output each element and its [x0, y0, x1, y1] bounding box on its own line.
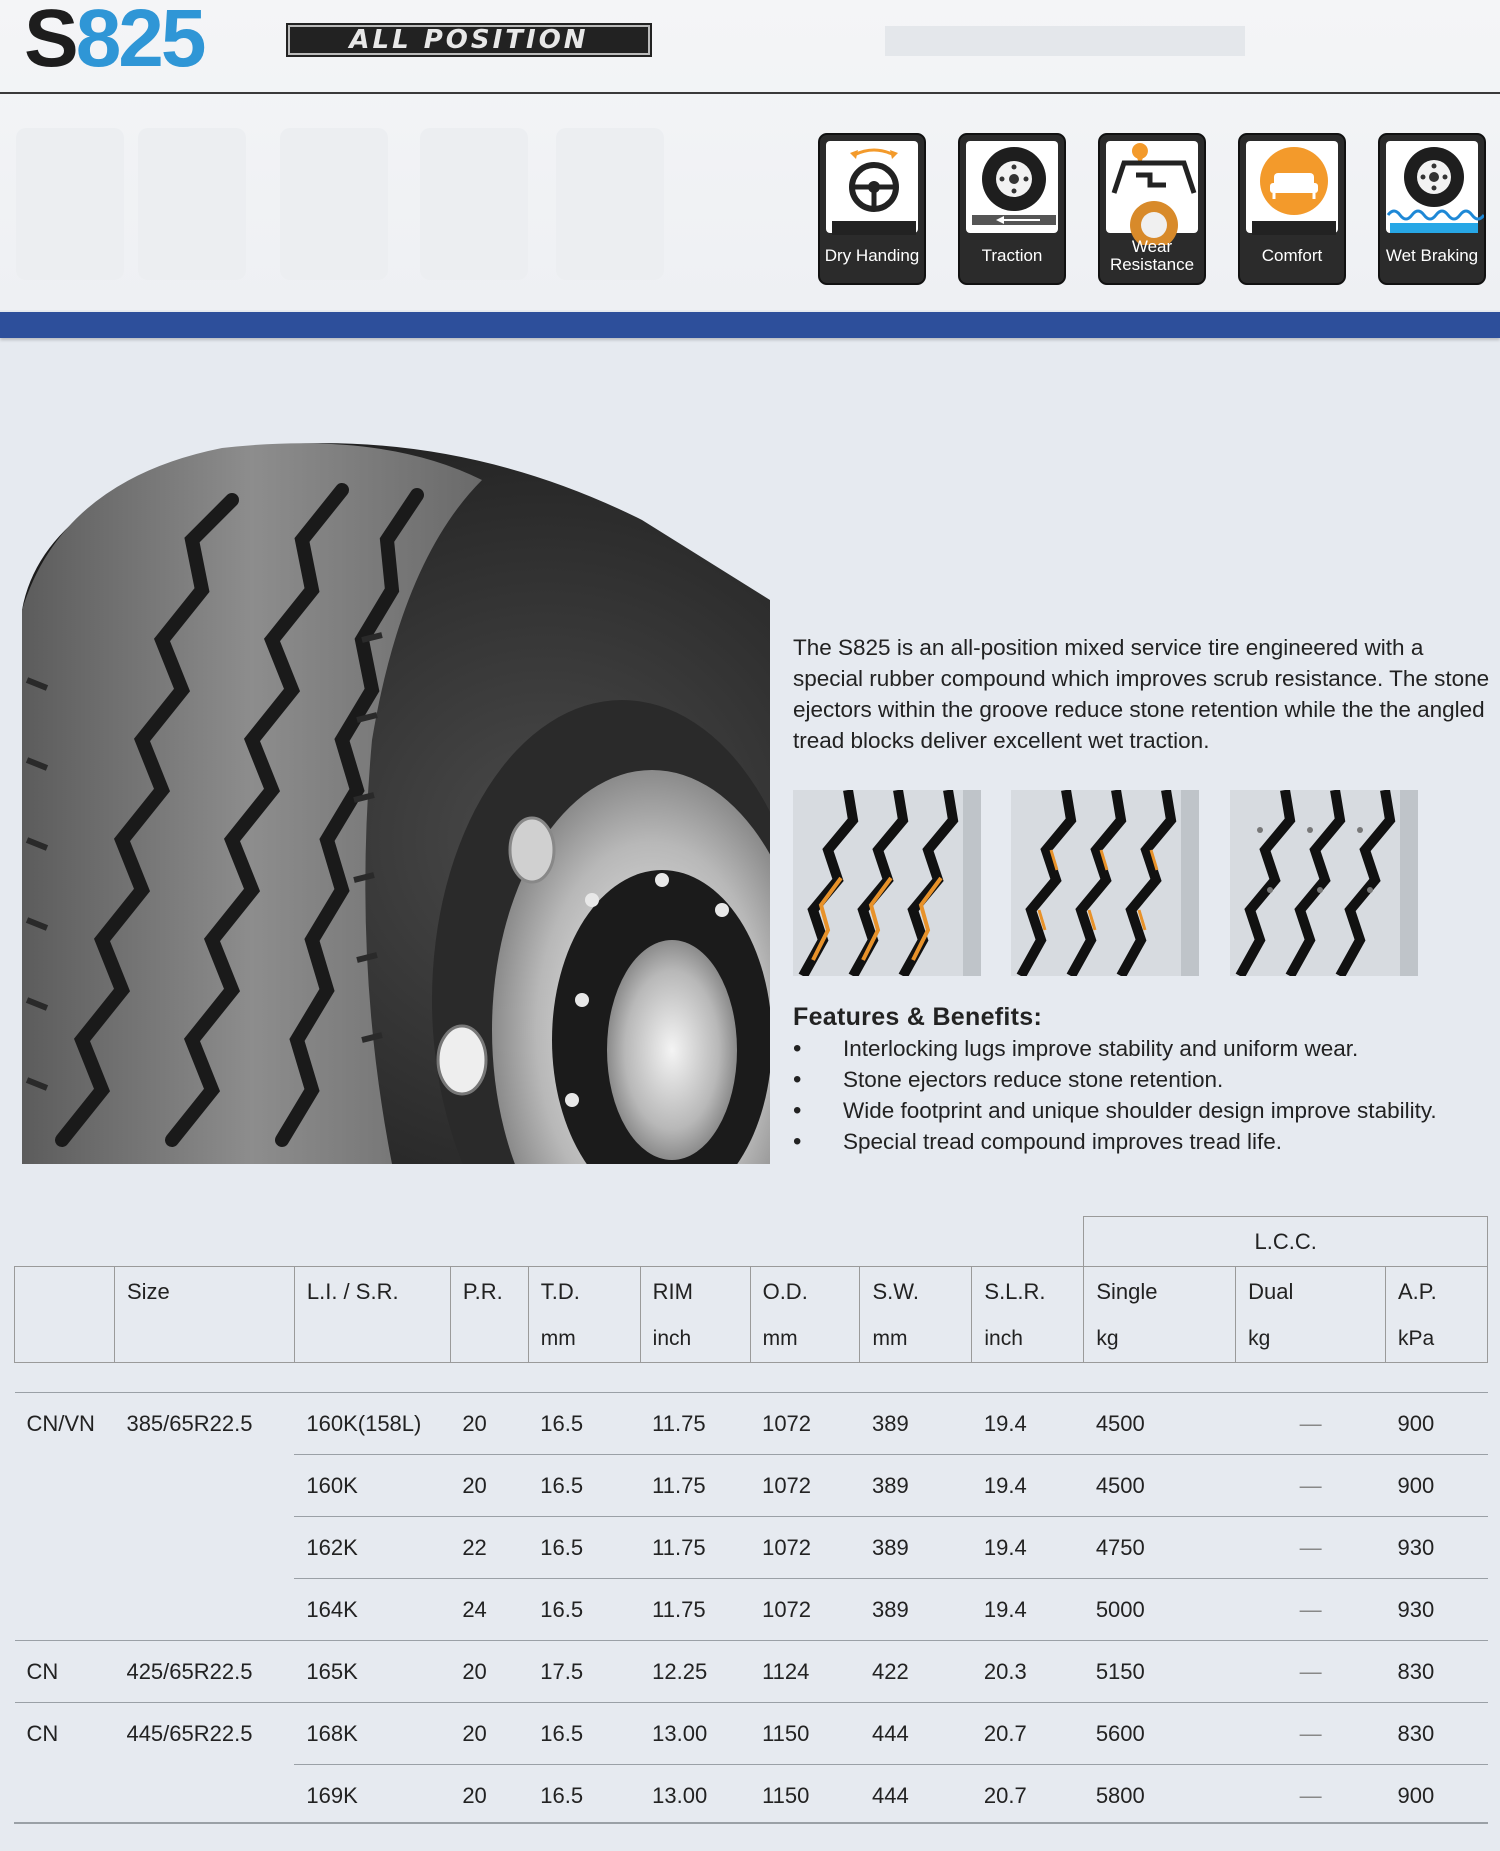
model-number: 825 — [75, 0, 204, 84]
col-header-li-sr: L.I. / S.R. — [294, 1267, 450, 1317]
cell-od: 1150 — [750, 1703, 860, 1765]
cell-market — [15, 1579, 115, 1641]
faded-background-tile — [280, 128, 388, 280]
cell-single: 5000 — [1084, 1579, 1236, 1641]
col-header-sw: S.W. — [860, 1267, 972, 1317]
spec-table — [14, 1216, 1488, 1827]
cell-pr: 24 — [450, 1579, 528, 1641]
cell-od: 1072 — [750, 1455, 860, 1517]
cell-pr: 20 — [450, 1455, 528, 1517]
cell-li-sr: 160K — [294, 1455, 450, 1517]
cell-rim: 11.75 — [640, 1455, 750, 1517]
cell-rim: 11.75 — [640, 1517, 750, 1579]
feature-wet-braking — [1378, 133, 1486, 285]
cell-td: 16.5 — [528, 1703, 640, 1765]
cell-dual: — — [1236, 1641, 1386, 1703]
cell-market: CN/VN — [15, 1393, 115, 1455]
cell-dual: — — [1236, 1579, 1386, 1641]
cell-rim: 12.25 — [640, 1641, 750, 1703]
cell-market: CN — [15, 1641, 115, 1703]
table-row — [15, 1703, 1488, 1765]
cell-single: 5600 — [1084, 1703, 1236, 1765]
features-title: Features & Benefits: — [793, 1003, 1043, 1031]
product-description: The S825 is an all-position mixed service tire engineered with a special rubber compound which improves scrub resistance. The stone ejectors within the groove reduce stone retention while the the angled tread blocks deliver excellent wet traction. — [793, 635, 1490, 753]
cell-ap: 830 — [1386, 1703, 1488, 1765]
cell-size — [114, 1579, 294, 1641]
cell-od: 1072 — [750, 1393, 860, 1455]
feature-item: • Stone ejectors reduce stone retention. — [793, 1064, 1437, 1095]
features-list — [793, 1033, 1437, 1157]
col-header-pr: P.R. — [450, 1267, 528, 1317]
unit-cell: mm — [860, 1317, 972, 1363]
cell-size: 445/65R22.5 — [114, 1703, 294, 1765]
cell-ap: 830 — [1386, 1641, 1488, 1703]
cell-dual: — — [1236, 1765, 1386, 1827]
cell-market — [15, 1455, 115, 1517]
feature-item: • Interlocking lugs improve stability and uniform wear. — [793, 1033, 1437, 1064]
cell-single: 4500 — [1084, 1455, 1236, 1517]
cell-od: 1150 — [750, 1765, 860, 1827]
unit-cell — [294, 1317, 450, 1363]
cell-li-sr: 160K(158L) — [294, 1393, 450, 1455]
model-name — [24, 0, 204, 84]
faded-background-bar — [885, 26, 1245, 56]
wear-resistance-icon — [1100, 135, 1206, 245]
cell-ap: 900 — [1386, 1393, 1488, 1455]
table-row — [15, 1517, 1488, 1579]
sofa-comfort-icon — [1240, 135, 1346, 245]
header-divider — [0, 92, 1500, 94]
tire-traction-icon — [960, 135, 1066, 245]
cell-slr: 19.4 — [972, 1393, 1084, 1455]
cell-td: 16.5 — [528, 1579, 640, 1641]
header — [0, 0, 1500, 310]
cell-td: 17.5 — [528, 1641, 640, 1703]
table-header-row — [15, 1267, 1488, 1317]
tire-image — [22, 440, 770, 1164]
cell-dual: — — [1236, 1455, 1386, 1517]
cell-size — [114, 1455, 294, 1517]
cell-single: 5800 — [1084, 1765, 1236, 1827]
cell-pr: 20 — [450, 1765, 528, 1827]
col-header-od: O.D. — [750, 1267, 860, 1317]
feature-label: Dry Handing — [824, 246, 920, 265]
tread-thumbnail — [793, 790, 981, 976]
cell-size: 385/65R22.5 — [114, 1393, 294, 1455]
spec-table-container — [14, 1216, 1488, 1827]
feature-label: Wear Resistance — [1109, 237, 1195, 274]
feature-traction — [958, 133, 1066, 285]
unit-cell — [114, 1317, 294, 1363]
cell-size: 425/65R22.5 — [114, 1641, 294, 1703]
cell-market — [15, 1765, 115, 1827]
feature-wear-resistance — [1098, 133, 1206, 285]
cell-pr: 20 — [450, 1703, 528, 1765]
col-header-dual: Dual — [1236, 1267, 1386, 1317]
cell-slr: 20.7 — [972, 1765, 1084, 1827]
col-header-ap: A.P. — [1386, 1267, 1488, 1317]
feature-icon-row — [818, 133, 1486, 285]
table-units-row — [15, 1317, 1488, 1363]
cell-sw: 444 — [860, 1703, 972, 1765]
cell-size — [114, 1517, 294, 1579]
cell-li-sr: 165K — [294, 1641, 450, 1703]
tread-thumbnail — [1230, 790, 1418, 976]
feature-dry-handling — [818, 133, 926, 285]
lcc-header: L.C.C. — [1084, 1217, 1488, 1267]
cell-dual: — — [1236, 1517, 1386, 1579]
cell-ap: 900 — [1386, 1455, 1488, 1517]
unit-cell: kPa — [1386, 1317, 1488, 1363]
unit-cell: inch — [972, 1317, 1084, 1363]
steering-wheel-icon — [820, 135, 926, 245]
unit-cell: kg — [1236, 1317, 1386, 1363]
cell-od: 1124 — [750, 1641, 860, 1703]
cell-size — [114, 1765, 294, 1827]
tire-illustration — [22, 440, 770, 1164]
feature-item: • Wide footprint and unique shoulder design improve stability. — [793, 1095, 1437, 1126]
model-prefix: S — [24, 0, 76, 84]
faded-background-tile — [420, 128, 528, 280]
cell-ap: 930 — [1386, 1579, 1488, 1641]
cell-rim: 13.00 — [640, 1765, 750, 1827]
col-header-single: Single — [1084, 1267, 1236, 1317]
cell-sw: 444 — [860, 1765, 972, 1827]
cell-pr: 22 — [450, 1517, 528, 1579]
table-row — [15, 1765, 1488, 1827]
cell-td: 16.5 — [528, 1455, 640, 1517]
faded-background-tile — [16, 128, 124, 280]
cell-li-sr: 169K — [294, 1765, 450, 1827]
unit-cell: mm — [528, 1317, 640, 1363]
position-badge: ALL POSITION — [288, 25, 650, 55]
cell-single: 5150 — [1084, 1641, 1236, 1703]
cell-pr: 20 — [450, 1393, 528, 1455]
cell-td: 16.5 — [528, 1765, 640, 1827]
cell-td: 16.5 — [528, 1517, 640, 1579]
col-header-size: Size — [114, 1267, 294, 1317]
cell-li-sr: 168K — [294, 1703, 450, 1765]
cell-sw: 422 — [860, 1641, 972, 1703]
feature-item: • Special tread compound improves tread life. — [793, 1126, 1437, 1157]
feature-comfort — [1238, 133, 1346, 285]
col-header-td: T.D. — [528, 1267, 640, 1317]
col-header-rim: RIM — [640, 1267, 750, 1317]
cell-od: 1072 — [750, 1579, 860, 1641]
cell-li-sr: 164K — [294, 1579, 450, 1641]
cell-ap: 930 — [1386, 1517, 1488, 1579]
cell-slr: 20.3 — [972, 1641, 1084, 1703]
cell-od: 1072 — [750, 1517, 860, 1579]
cell-sw: 389 — [860, 1455, 972, 1517]
feature-label: Wet Braking — [1385, 246, 1479, 265]
table-row — [15, 1393, 1488, 1455]
cell-single: 4750 — [1084, 1517, 1236, 1579]
cell-slr: 19.4 — [972, 1579, 1084, 1641]
tread-thumbnail — [1011, 790, 1199, 976]
unit-cell — [15, 1317, 115, 1363]
cell-dual: — — [1236, 1703, 1386, 1765]
cell-dual: — — [1236, 1393, 1386, 1455]
faded-background-tile — [556, 128, 664, 280]
cell-rim: 11.75 — [640, 1579, 750, 1641]
faded-background-tile — [138, 128, 246, 280]
unit-cell: inch — [640, 1317, 750, 1363]
col-header-slr: S.L.R. — [972, 1267, 1084, 1317]
cell-td: 16.5 — [528, 1393, 640, 1455]
cell-slr: 19.4 — [972, 1517, 1084, 1579]
unit-cell: kg — [1084, 1317, 1236, 1363]
feature-label: Comfort — [1261, 246, 1323, 265]
cell-ap: 900 — [1386, 1765, 1488, 1827]
cell-sw: 389 — [860, 1517, 972, 1579]
cell-single: 4500 — [1084, 1393, 1236, 1455]
unit-cell — [450, 1317, 528, 1363]
header-blue-band — [0, 312, 1500, 338]
feature-label: Traction — [981, 246, 1043, 265]
cell-slr: 19.4 — [972, 1455, 1084, 1517]
cell-sw: 389 — [860, 1579, 972, 1641]
cell-market: CN — [15, 1703, 115, 1765]
wet-braking-icon — [1380, 135, 1486, 245]
cell-rim: 13.00 — [640, 1703, 750, 1765]
table-row — [15, 1641, 1488, 1703]
table-bottom-rule — [14, 1822, 1488, 1824]
table-row — [15, 1455, 1488, 1517]
cell-li-sr: 162K — [294, 1517, 450, 1579]
unit-cell: mm — [750, 1317, 860, 1363]
cell-pr: 20 — [450, 1641, 528, 1703]
table-row — [15, 1579, 1488, 1641]
cell-market — [15, 1517, 115, 1579]
cell-slr: 20.7 — [972, 1703, 1084, 1765]
cell-rim: 11.75 — [640, 1393, 750, 1455]
col-header-market — [15, 1267, 115, 1317]
cell-sw: 389 — [860, 1393, 972, 1455]
